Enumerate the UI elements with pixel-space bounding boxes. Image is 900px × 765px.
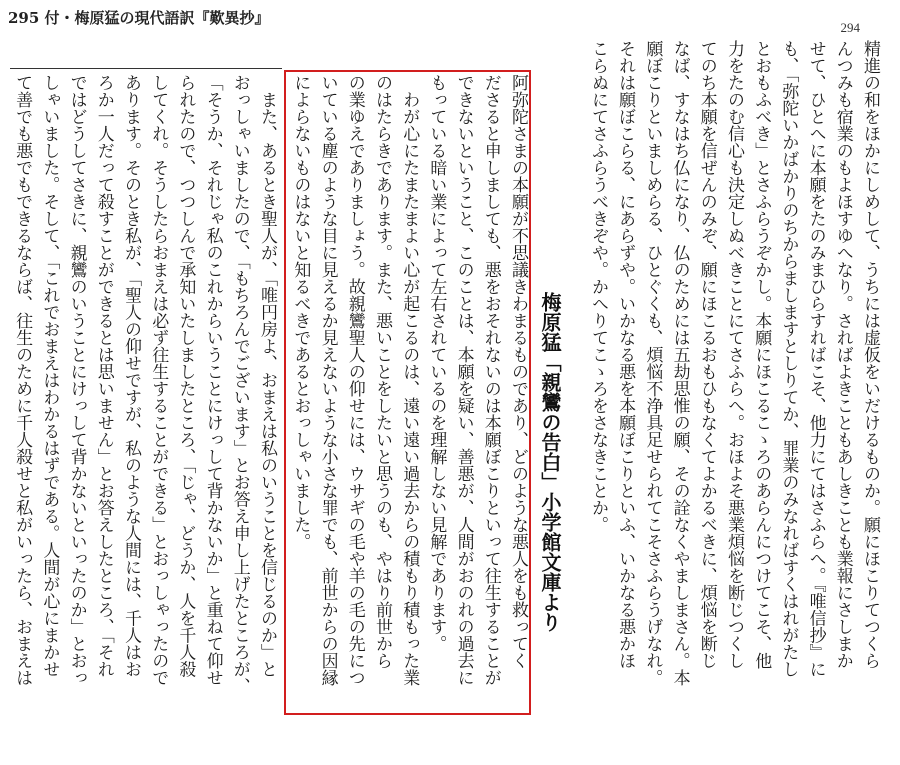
source-annotation: 梅原猛「親鸞の告白」小学館文庫より <box>538 292 562 632</box>
header-rule <box>10 68 282 69</box>
page-number: 294 <box>840 20 860 35</box>
running-header: 295 付・梅原猛の現代語訳『歎異抄』 <box>8 9 270 27</box>
highlighted-translation-block: 阿弥陀さまの本願が不思議きわまるものであり、どのような悪人をも救ってく ださると申しましても、悪をおそれないのは本願ぼこりといって往生することが できないということ、このことは、本願を疑い、善悪が、人間がおのれの過去に もっている暗い業によって左右されているのを理解しない見解であります。 わが心にたまたまよい心が起こるのは、遠い遠い過去からの積もり積もった業 のはたらきであります。また、悪いことをしたいと思うのも、やはり前世から の業ゆえでありましょう。故親鸞聖人の仰せには、ウサギの毛や羊の毛の先につ いている塵のような目に見えるか見えないような小さな罪でも、前世からの因縁 によらないものはないと知るべきであるとおっしゃいました。 <box>290 74 528 686</box>
classical-text-block: 精進の和をほかにしめして、うちには虚仮をいだけるものか。願にほこりてつくら んつみも宿業のもよほすゆへなり。さればよきこともあしきことも業報にさしまか せて、ひとへに本願をたのみまひらすればこそ、他力にてはさふらへ。『唯信抄』に も、「弥陀いかばかりのちからましますとしりてか、罪業のみなればすくはれがたし とおもふべき」とさふらうぞかし。本願にほこるこゝろのあらんにつけてこそ、他 力をたのむ信心も決定しぬべきことにてさふらへ。おほよそ悪業煩悩を断じつくし てのち本願を信ぜんのみぞ、願にほこるおもひもなくてよかるべきに、煩悩を断じ なば、すなはち仏になり、仏のためには五劫思惟の願、その詮なくやましまさん。本 願ぼこりといましめらる、ひとぐくも、煩悩不浄具足せられてこそさふらうげなれ。 それは願ぼこらる、にあらずや。いかなる悪を本願ぼこりといふ、いかなる悪かほ こらぬにてさふらうべきぞや。かへりてこゝろをさなきことか。 <box>587 40 880 686</box>
continued-translation-block: また、あるとき聖人が、「唯円房よ、おまえは私のいうことを信じるのか」と おっしゃいましたので、「もちろんでございます」とお答え申し上げたところが、 「そうか、それじゃ私のこれからいうことにけっして背かないか」と重ねて仰せ られたので、つつしんで承知いたしましたところ、「じゃ、どうか、人を千人殺 してくれ。そうしたらおまえは必ず往生することができる」とおっしゃったので あります。そのとき私が、「聖人の仰せですが、私のような人間には、千人はお ろか一人だって殺すことができるとは思いません」とお答えしたところ、「それ ではどうしてさきに、親鸞のいうことにけっして背かないといったのか」とおっ しゃいました。そして、「これでおまえはわかるはずである。人間が心にまかせ て善でも悪でもできるならば、往生のために千人殺せと私がいったら、おまえは <box>12 74 277 695</box>
